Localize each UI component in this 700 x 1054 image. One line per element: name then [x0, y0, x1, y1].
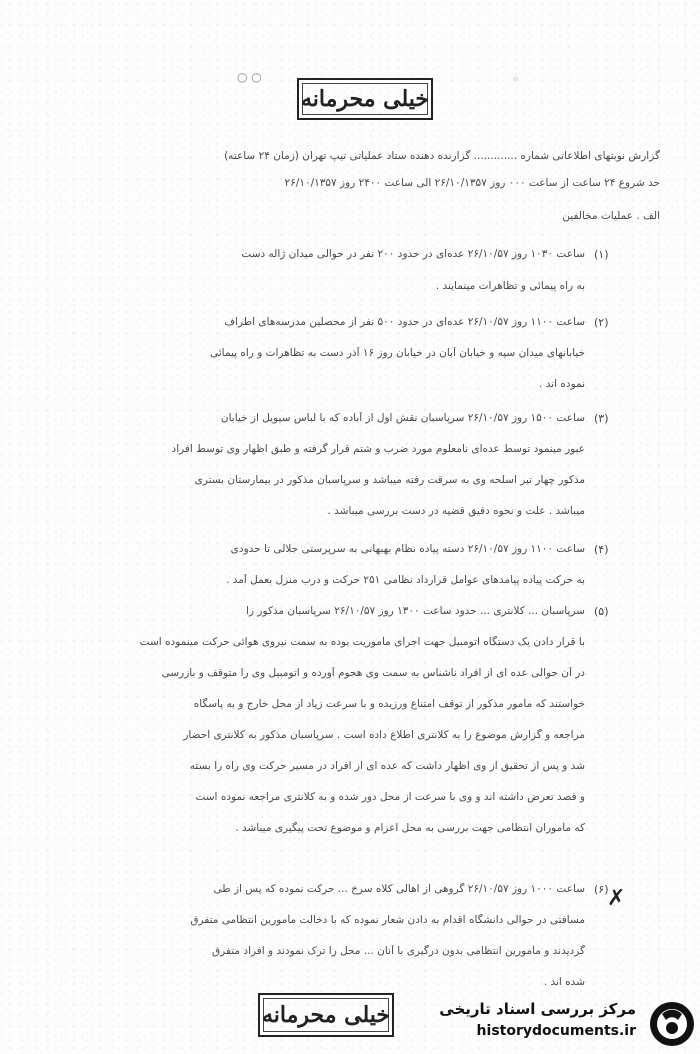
item-5-line-3: در آن حوالی عده ای از افراد ناشناس به سمت وی هجوم آورده و اتومبیل وی را متوقف و بازرسی: [161, 667, 585, 679]
item-6-number: (۶): [594, 883, 609, 896]
item-3-line-1: ساعت ۱۵۰۰ روز ۲۶/۱۰/۵۷ سرپاسبان نقش اول از آباده که با لباس سیویل از خیابان: [220, 412, 585, 424]
classification-stamp-top: خیلی محرمانه: [297, 78, 433, 120]
ornament-dots: ○ ○: [237, 70, 262, 84]
item-6-line-2: مسافتی در حوالی دانشگاه اقدام به دادن شعار نموده که با دخالت مأمورین انتظامی متفرق: [190, 914, 585, 926]
header-line-3: الف . عملیات مخالفین: [562, 210, 660, 222]
item-2-line-1: ساعت ۱۱۰۰ روز ۲۶/۱۰/۵۷ عده‌ای در حدود ۵۰۰ نفر از محصلین مدرسه‌های اطراف: [224, 316, 585, 328]
item-5-line-8: که مأموران انتظامی جهت بررسی به محل اعزام و موضوع تحت پیگیری میباشد .: [235, 822, 585, 834]
item-3-line-4: میباشد . علت و نحوه دقیق قضیه در دست بررسی میباشد .: [327, 505, 585, 517]
classification-stamp-bottom: خیلی محرمانه: [258, 993, 394, 1037]
item-5-line-1: سرپاسبان ... کلانتری ... حدود ساعت ۱۳۰۰ روز ۲۶/۱۰/۵۷ سرپاسبان مذکور را: [246, 605, 585, 617]
item-4-line-1: ساعت ۱۱۰۰ روز ۲۶/۱۰/۵۷ دسته پیاده نظام بهبهانی به سرپرستی جلالی تا حدودی: [230, 543, 585, 555]
item-2-number: (۲): [594, 316, 609, 329]
item-3-line-2: عبور مینمود توسط عده‌ای نامعلوم مورد ضرب و شتم قرار گرفته و طبق اظهار وی توسط افراد: [171, 443, 585, 455]
item-5-line-4: خواستند که مأمور مذکور از توقف امتناع ورزیده و با سرعت زیاد از محل خارج و به پاسگاه: [193, 698, 585, 710]
item-5-line-7: و قصد تعرض داشته اند و وی با سرعت از محل دور شده و به کلانتری مراجعه نموده است: [195, 791, 585, 803]
ornament-circle: ◦: [512, 72, 520, 86]
item-6-line-1: ساعت ۱۰۰۰ روز ۲۶/۱۰/۵۷ گروهی از اهالی کلاه سرخ ... حرکت نموده که پس از طی: [213, 883, 585, 895]
item-1-number: (۱): [594, 248, 609, 261]
item-1-line-2: به راه پیمائی و تظاهرات مینمایند .: [435, 280, 585, 292]
history-documents-logo-icon: [648, 1000, 696, 1048]
item-6-line-4: شده اند .: [543, 976, 585, 988]
item-5-line-5: مراجعه و گزارش موضوع را به کلانتری اطلاع داده است . سرپاسبان مذکور به کلانتری احضار: [183, 729, 585, 741]
watermark-website: historydocuments.ir: [476, 1023, 636, 1039]
item-5-number: (۵): [594, 605, 609, 618]
item-1-line-1: ساعت ۱۰۳۰ روز ۲۶/۱۰/۵۷ عده‌ای در حدود ۲۰۰ نفر در حوالی میدان ژاله دست: [241, 248, 585, 260]
header-line-2: حد شروع ۲۴ ساعت از ساعت ۰۰۰ روز ۲۶/۱۰/۱۳۵۷ الی ساعت ۲۴۰۰ روز ۲۶/۱۰/۱۳۵۷: [284, 177, 660, 189]
header-line-1: گزارش نوبتهای اطلاعاتی شماره ............. گزارنده دهنده ستاد عملیاتی تیپ تهران (زمان ۲۴ ساعته): [224, 150, 660, 162]
item-3-line-3: مذکور چهار تیر اسلحه وی به سرقت رفته میباشد و سرپاسبان مذکور در بیمارستان بستری: [194, 474, 585, 486]
item-5-line-6: شد و پس از تحقیق از وی اظهار داشت که عده ای از افراد در مسیر حرکت وی راه را بسته: [189, 760, 585, 772]
watermark-org-name: مرکز بررسی اسناد تاریخی: [439, 1000, 636, 1018]
watermark: [439, 996, 700, 1054]
item-5-line-2: با قرار دادن یک دستگاه اتومبیل جهت اجرای مأموریت بوده به سمت نیروی هوائی حرکت مینموده است: [139, 636, 585, 648]
item-2-line-3: نموده اند .: [539, 378, 585, 390]
item-4-number: (۴): [594, 543, 609, 556]
item-6-line-3: گردیدند و مأمورین انتظامی بدون درگیری با آنان ... محل را ترک نمودند و افراد متفرق: [212, 945, 585, 957]
margin-x-mark: ✗: [607, 886, 626, 911]
item-2-line-2: خیابانهای میدان سپه و خیابان آبان در خیابان روز ۱۶ آذر دست به تظاهرات و راه پیمائی: [210, 347, 585, 359]
item-4-line-2: به حرکت پیاده پیامدهای عوامل قرارداد نظامی ۲۵۱ حرکت و درب منزل بعمل آمد .: [226, 574, 585, 586]
item-3-number: (۳): [594, 412, 609, 425]
